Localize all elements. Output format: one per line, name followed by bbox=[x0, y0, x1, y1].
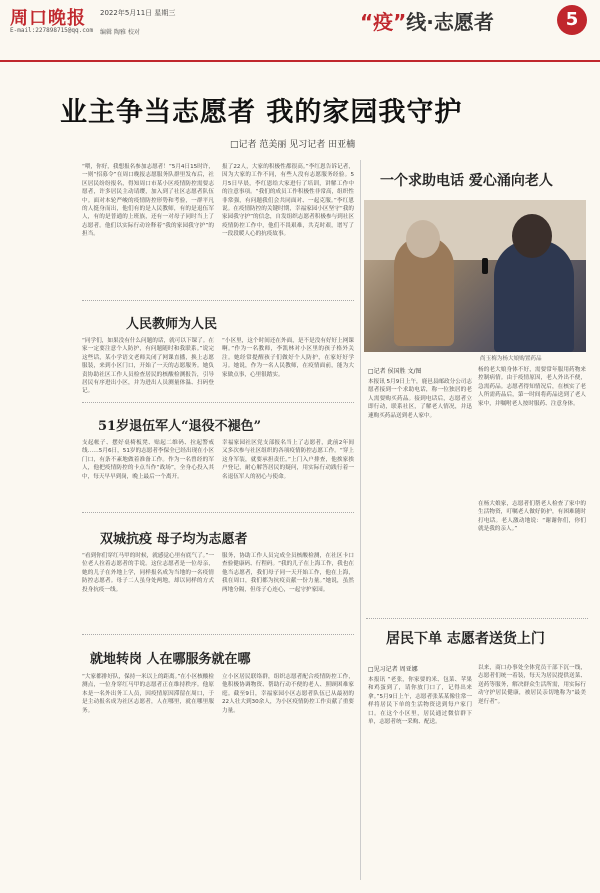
column-divider bbox=[360, 160, 361, 880]
intro-text-left: “喂，你好，我想报名参加志愿者！”5月4日15时许，一则“招募令”在周口晚报志愿服务队群里发布后，社区居民纷纷报名，得知周口市某小区疫情防控需要志愿者，许多居民主动请缨，加入到了社区志愿者队伍中。面对本轮严峻的疫情防控形势和考验，一群平凡的人挺身而出，他们有的是人民教师，有的是退伍军人，有的是普通的上班族，还有一对母子同时当上了志愿者。他们以实际行动诠释着“我的家园我守护”的担当。 bbox=[82, 164, 214, 238]
section-title-quote: “疫” bbox=[360, 10, 407, 34]
help-call-text-right: 杨的老大娘身体不好，需要常年服用药物来控制病情。由于疫情原因，老人外出不便，急需药品。志愿者得知情况后，在核实了老人所需药品后，第一时间将药品送到了老人家中，并嘱咐老人按时服药、注意身体。 bbox=[478, 367, 586, 407]
relocated-text-left: “大家都排好队，保持一米以上的距离。”在小区核酸检测点，一位身穿红马甲的志愿者正在维持秩序。他原本是一名外出务工人员，因疫情原因滞留在周口，于是主动报名成为社区志愿者，人在哪里，就在哪里服务。 bbox=[82, 674, 214, 714]
section-title-rest: 线·志愿者 bbox=[406, 10, 494, 34]
subheading-veteran: 51岁退伍军人“退役不褪色” bbox=[98, 419, 262, 434]
side-story-byline: □记者 侯国胜 文/图 bbox=[368, 368, 422, 375]
newspaper-logo: 周口晚报 bbox=[10, 8, 86, 29]
side-story-title-delivery: 居民下单 志愿者送货上门 bbox=[386, 631, 545, 647]
photo-caption: 尚玉梅为杨大娘购置药品 bbox=[480, 356, 542, 362]
teacher-text-right: “小区里，这个时间还在外面，是不是没有好好上网课啊。”作为一名教师，李凯林对小区里的孩子格外关注。她经常提醒孩子们做好个人防护，在家好好学习。她说，作为一名人民教师，在疫情面前，能为大家做点事，心里很踏实。 bbox=[222, 338, 354, 378]
masthead bbox=[0, 0, 600, 62]
side-story-title-help-call: 一个求助电话 爱心涌向老人 bbox=[380, 173, 553, 189]
subheading-teacher: 人民教师为人民 bbox=[126, 317, 218, 332]
divider bbox=[366, 618, 588, 619]
issue-date: 2022年5月11日 星期三 bbox=[100, 9, 176, 17]
relocated-text-right: 立小区居民联络群，组织志愿者配合疫情防控工作，他积极协调物资、帮助行动不便的老人、照顾困难家庭。截至9日，幸福家园小区志愿者队伍已从最初的22人壮大到30余人，为小区疫情防控工作贡献了重要力量。 bbox=[222, 674, 354, 714]
intro-text-right: 报了22人，大家的积极性都很高。”李红恩告诉记者，因为大家的工作不同，有些人没有志愿服务经验。5月5日早晨，李红恩给大家进行了培训，讲解工作中的注意事项。“我们的成员工作积极性非常高，组织性非常强，有问题我们会共同面对、一起克服。”李红恩说。在疫情防控的关键时期，幸福家园小区坚守“我的家园我守护”的信念，自发组织志愿者积极参与到社区疫情防控工作中，他们不畏艰难，共克时艰，谱写了一段段暖人心的抗疫故事。 bbox=[222, 164, 354, 238]
editor-credits: 编辑 陶雅 校对 bbox=[100, 29, 140, 36]
elderly-volunteer-photo bbox=[364, 200, 586, 352]
section-title bbox=[360, 6, 494, 35]
delivery-text-right: 以来，商口办事处全体党员干部下沉一线，志愿者们统一着装，每天为居民提供送菜、送药等服务，解决群众生活所需，用实际行动守护居民健康，被居民亲切地称为“最美逆行者”。 bbox=[478, 665, 586, 705]
delivery-text-left: 本报讯 “老张，你家要的米、包菜、苹果和鸡蛋到了，请你放门口了，记得出来拿。”5月9日上午，志愿者张某某像往常一样将居民下单的生活物资送到每户家门口。在这个小区里，居民通过微信群下单，志愿者统一采购、配送。 bbox=[368, 677, 472, 726]
help-call-text-right-2: 在杨大娘家，志愿者们帮老人检查了家中的生活物资，叮嘱老人做好防护，有困难随时打电话。老人激动地说：“谢谢你们，你们就是我的亲人。” bbox=[478, 501, 586, 533]
veteran-text-right: 幸福家园社区党支部报名当上了志愿者，此前2年间又多次参与社区组织的各项疫情防控志愿工作。“穿上这身军装，就要承担责任。”上门入户排查，他挨家挨户登记，耐心解答居民的疑问，用实际行动践行着一名退伍军人的初心与使命。 bbox=[222, 440, 354, 480]
article-byline: □记者 范美丽 见习记者 田亚楠 bbox=[230, 140, 356, 150]
teacher-text-left: “同学们，如果没有什么问题的话，就可以下课了。在家一定要注意个人防护，有问题随时和我联系。”说完这些话，某小学语文老师关闭了网课直播，换上志愿服装，来到小区门口，开始了一天的志愿服务。她负责协助社区工作人员检查居民的核酸检测报告，引导居民有序进出小区，并为进出人员测量体温、扫码登记。 bbox=[82, 338, 214, 395]
side-story-byline-2: □见习记者 周亚娜 bbox=[368, 666, 418, 673]
divider bbox=[82, 512, 354, 513]
subheading-relocated: 就地转岗 人在哪服务就在哪 bbox=[90, 652, 251, 667]
divider bbox=[82, 402, 354, 403]
article-headline: 业主争当志愿者 我的家园我守护 bbox=[60, 97, 463, 128]
subheading-mother-son: 双城抗疫 母子均为志愿者 bbox=[100, 532, 248, 547]
contact-email: E-mail:227898715@qq.com bbox=[10, 27, 94, 34]
divider bbox=[82, 300, 354, 301]
help-call-text-left: 本报讯 5月9日上午，鹿邑县邮政分公司志愿者接到一个求助电话，称一位独居的老人需要购买药品。接到电话后，志愿者立即行动，联系社区，了解老人情况，并迅速购买药品送到老人家中。 bbox=[368, 379, 472, 419]
page-number-badge: 5 bbox=[557, 5, 587, 35]
veteran-text-left: 支起帐子、摆好桌椅板凳、贴起二维码、拉起警戒线……5月6日，51岁的志愿者李保全已经出现在小区门口，有条不紊地做着准备工作。作为一名曾经的军人，他把疫情防控的卡点当作“战场”，全身心投入其中，每天早早到岗，晚上最后一个离开。 bbox=[82, 440, 214, 480]
mother-son-text-left: “看到你们穿红马甲的时候，就感觉心里有底气了。”一位老人拉着志愿者的手说。这位志愿者是一位母亲，她的儿子在外地上学，同样报名成为当地的一名疫情防控志愿者。母子二人虽身处两地，却以同样的方式投身抗疫一线。 bbox=[82, 553, 214, 593]
mother-son-text-right: 服务，协助工作人员完成全员核酸检测，在社区卡口查验健康码、行程码。“我的儿子在上海工作，我也在他当志愿者，我们母子同一天开始工作，他在上海，我在周口，我们都为抗疫贡献一份力量。”她说，虽然两地分隔，但母子心连心，一起守护家园。 bbox=[222, 553, 354, 593]
divider bbox=[82, 634, 354, 635]
